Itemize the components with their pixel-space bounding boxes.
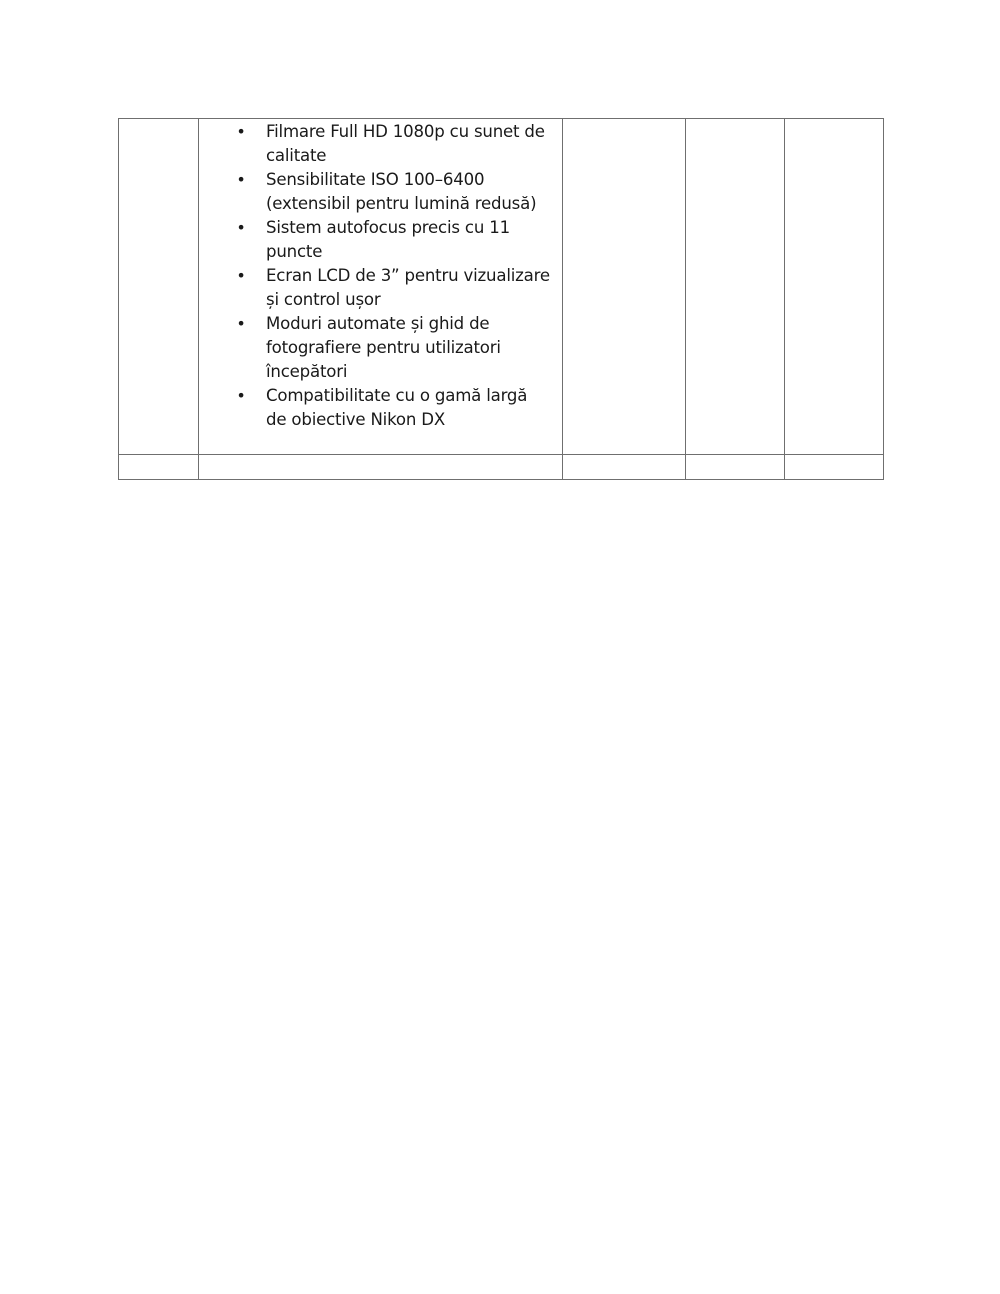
list-item [199, 264, 552, 312]
feature-text: Sistem autofocus precis cu 11 puncte [266, 218, 510, 261]
list-item [199, 312, 552, 384]
feature-text: Filmare Full HD 1080p cu sunet de calitate [266, 122, 545, 165]
list-item [199, 120, 552, 168]
table-cell-index [119, 119, 199, 455]
list-item [199, 168, 552, 216]
feature-text: Ecran LCD de 3” pentru vizualizare și control ușor [266, 266, 550, 309]
table-cell-empty [686, 119, 785, 455]
table-cell-empty [199, 455, 563, 480]
table-cell-features [199, 119, 563, 455]
table-row [119, 119, 884, 455]
feature-text: Moduri automate și ghid de fotografiere pentru utilizatori începători [266, 314, 501, 381]
feature-text: Sensibilitate ISO 100–6400 (extensibil pentru lumină redusă) [266, 170, 537, 213]
bullet-icon: • [236, 218, 246, 237]
table-cell-empty [563, 455, 686, 480]
feature-text: Compatibilitate cu o gamă largă de obiective Nikon DX [266, 386, 528, 429]
product-spec-table [118, 118, 884, 480]
table-cell-empty [785, 119, 884, 455]
table-cell-empty [686, 455, 785, 480]
feature-list [199, 119, 562, 432]
table-cell-empty [119, 455, 199, 480]
bullet-icon: • [236, 314, 246, 333]
table-row [119, 455, 884, 480]
bullet-icon: • [236, 386, 246, 405]
bullet-icon: • [236, 266, 246, 285]
list-item [199, 216, 552, 264]
bullet-icon: • [236, 122, 246, 141]
table-cell-empty [785, 455, 884, 480]
table-cell-empty [563, 119, 686, 455]
list-item [199, 384, 552, 432]
bullet-icon: • [236, 170, 246, 189]
